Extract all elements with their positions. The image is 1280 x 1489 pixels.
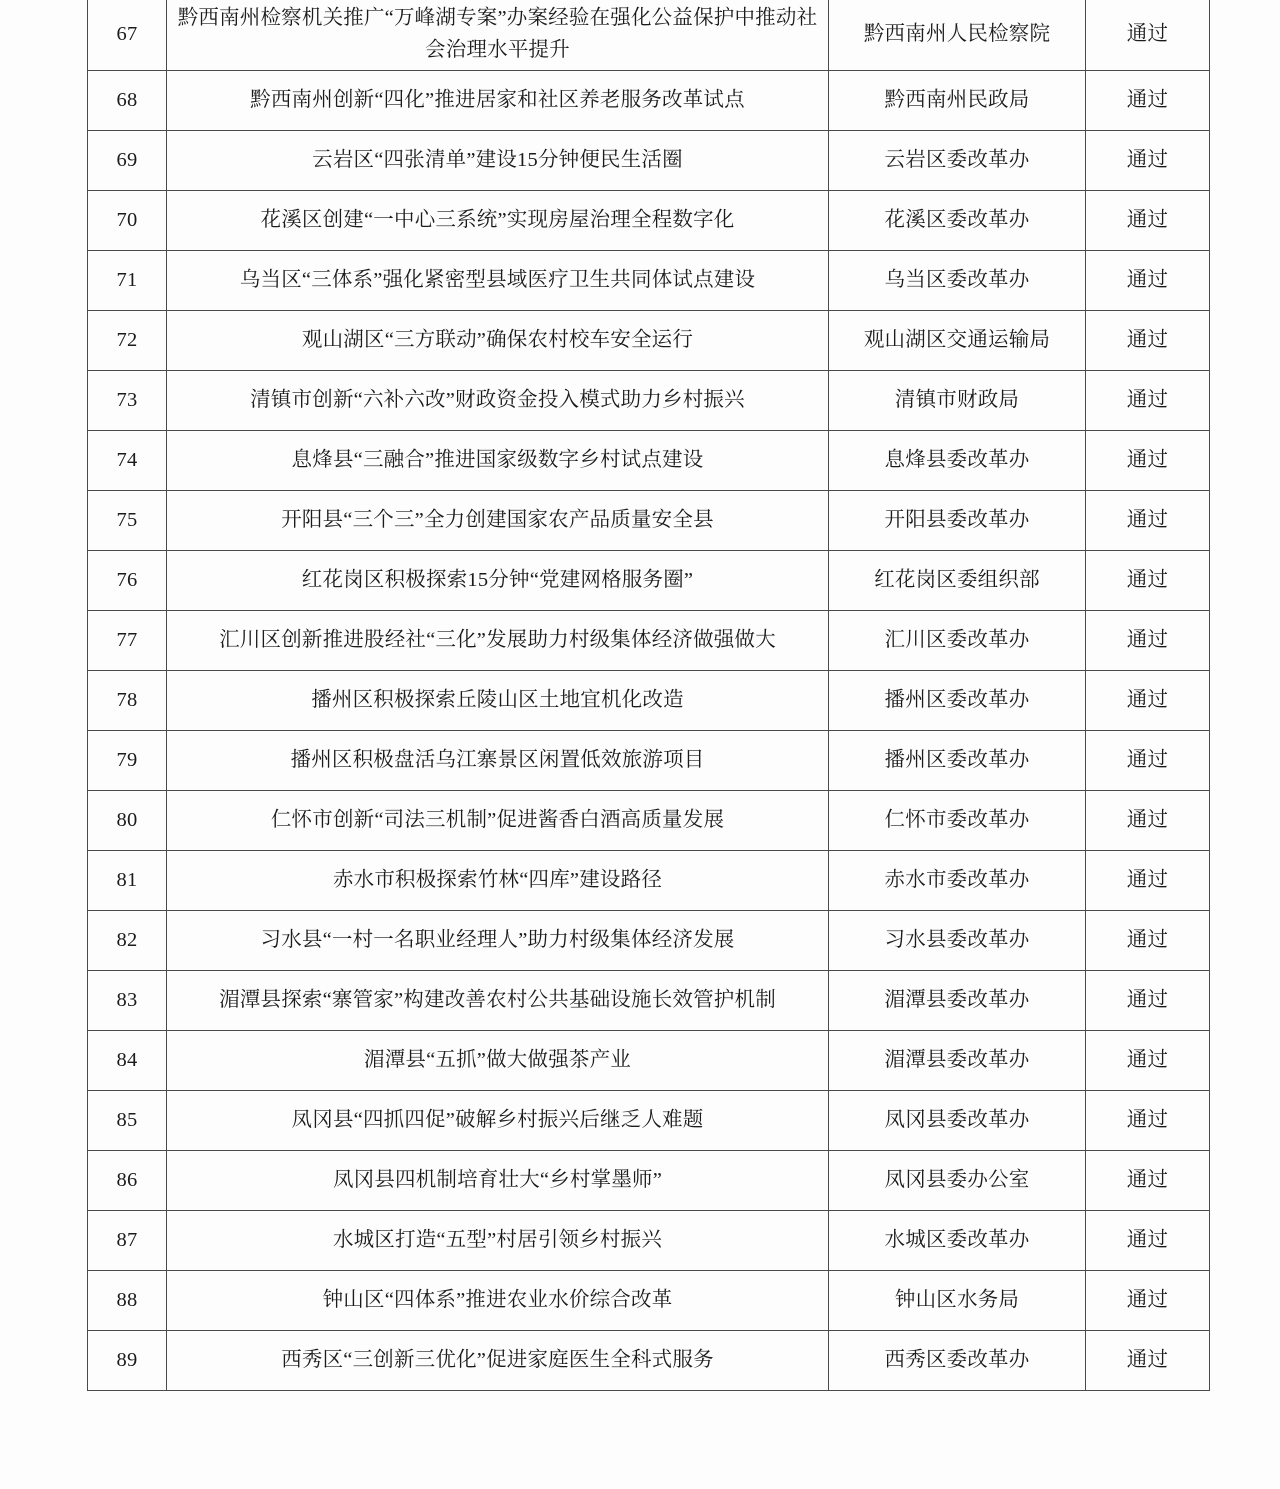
row-organization-cell: 湄潭县委改革办 bbox=[829, 1031, 1086, 1091]
table-row bbox=[88, 1091, 1210, 1151]
table-row bbox=[88, 1151, 1210, 1211]
row-title-cell: 息烽县“三融合”推进国家级数字乡村试点建设 bbox=[167, 431, 829, 491]
row-title-cell: 黔西南州检察机关推广“万峰湖专案”办案经验在强化公益保护中推动社会治理水平提升 bbox=[167, 0, 829, 71]
table-row bbox=[88, 611, 1210, 671]
row-index-cell: 71 bbox=[88, 251, 167, 311]
row-status-cell: 通过 bbox=[1086, 71, 1210, 131]
table-row bbox=[88, 1331, 1210, 1391]
table-container bbox=[87, 0, 1209, 1391]
row-title-cell: 仁怀市创新“司法三机制”促进酱香白酒高质量发展 bbox=[167, 791, 829, 851]
row-status-cell: 通过 bbox=[1086, 671, 1210, 731]
row-status-cell: 通过 bbox=[1086, 791, 1210, 851]
row-index-cell: 89 bbox=[88, 1331, 167, 1391]
row-organization-cell: 西秀区委改革办 bbox=[829, 1331, 1086, 1391]
table-row bbox=[88, 851, 1210, 911]
table-row bbox=[88, 731, 1210, 791]
table-row bbox=[88, 791, 1210, 851]
row-status-cell: 通过 bbox=[1086, 1271, 1210, 1331]
table-row bbox=[88, 0, 1210, 71]
row-status-cell: 通过 bbox=[1086, 1151, 1210, 1211]
table-row bbox=[88, 131, 1210, 191]
row-index-cell: 81 bbox=[88, 851, 167, 911]
row-title-cell: 播州区积极探索丘陵山区土地宜机化改造 bbox=[167, 671, 829, 731]
row-organization-cell: 凤冈县委改革办 bbox=[829, 1091, 1086, 1151]
table-row bbox=[88, 551, 1210, 611]
table-row bbox=[88, 431, 1210, 491]
row-title-cell: 花溪区创建“一中心三系统”实现房屋治理全程数字化 bbox=[167, 191, 829, 251]
table-row bbox=[88, 1271, 1210, 1331]
row-index-cell: 68 bbox=[88, 71, 167, 131]
row-status-cell: 通过 bbox=[1086, 0, 1210, 71]
row-status-cell: 通过 bbox=[1086, 191, 1210, 251]
row-organization-cell: 黔西南州民政局 bbox=[829, 71, 1086, 131]
row-organization-cell: 观山湖区交通运输局 bbox=[829, 311, 1086, 371]
row-index-cell: 86 bbox=[88, 1151, 167, 1211]
row-title-cell: 云岩区“四张清单”建设15分钟便民生活圈 bbox=[167, 131, 829, 191]
row-title-cell: 播州区积极盘活乌江寨景区闲置低效旅游项目 bbox=[167, 731, 829, 791]
row-title-cell: 黔西南州创新“四化”推进居家和社区养老服务改革试点 bbox=[167, 71, 829, 131]
row-title-cell: 西秀区“三创新三优化”促进家庭医生全科式服务 bbox=[167, 1331, 829, 1391]
row-status-cell: 通过 bbox=[1086, 971, 1210, 1031]
row-status-cell: 通过 bbox=[1086, 1211, 1210, 1271]
row-status-cell: 通过 bbox=[1086, 731, 1210, 791]
row-status-cell: 通过 bbox=[1086, 311, 1210, 371]
row-index-cell: 82 bbox=[88, 911, 167, 971]
row-title-cell: 红花岗区积极探索15分钟“党建网格服务圈” bbox=[167, 551, 829, 611]
row-organization-cell: 乌当区委改革办 bbox=[829, 251, 1086, 311]
row-index-cell: 76 bbox=[88, 551, 167, 611]
row-index-cell: 85 bbox=[88, 1091, 167, 1151]
table-row bbox=[88, 1031, 1210, 1091]
row-status-cell: 通过 bbox=[1086, 1031, 1210, 1091]
row-index-cell: 78 bbox=[88, 671, 167, 731]
row-status-cell: 通过 bbox=[1086, 251, 1210, 311]
row-organization-cell: 息烽县委改革办 bbox=[829, 431, 1086, 491]
row-index-cell: 80 bbox=[88, 791, 167, 851]
row-title-cell: 清镇市创新“六补六改”财政资金投入模式助力乡村振兴 bbox=[167, 371, 829, 431]
row-organization-cell: 播州区委改革办 bbox=[829, 731, 1086, 791]
row-title-cell: 乌当区“三体系”强化紧密型县域医疗卫生共同体试点建设 bbox=[167, 251, 829, 311]
table-body bbox=[88, 0, 1210, 1391]
row-organization-cell: 黔西南州人民检察院 bbox=[829, 0, 1086, 71]
row-title-cell: 水城区打造“五型”村居引领乡村振兴 bbox=[167, 1211, 829, 1271]
row-organization-cell: 仁怀市委改革办 bbox=[829, 791, 1086, 851]
row-organization-cell: 习水县委改革办 bbox=[829, 911, 1086, 971]
row-organization-cell: 红花岗区委组织部 bbox=[829, 551, 1086, 611]
row-title-cell: 湄潭县“五抓”做大做强茶产业 bbox=[167, 1031, 829, 1091]
row-title-cell: 凤冈县四机制培育壮大“乡村掌墨师” bbox=[167, 1151, 829, 1211]
row-status-cell: 通过 bbox=[1086, 851, 1210, 911]
row-index-cell: 70 bbox=[88, 191, 167, 251]
row-title-cell: 观山湖区“三方联动”确保农村校车安全运行 bbox=[167, 311, 829, 371]
row-title-cell: 习水县“一村一名职业经理人”助力村级集体经济发展 bbox=[167, 911, 829, 971]
row-organization-cell: 湄潭县委改革办 bbox=[829, 971, 1086, 1031]
row-index-cell: 88 bbox=[88, 1271, 167, 1331]
row-organization-cell: 凤冈县委办公室 bbox=[829, 1151, 1086, 1211]
row-status-cell: 通过 bbox=[1086, 491, 1210, 551]
table-row bbox=[88, 191, 1210, 251]
row-status-cell: 通过 bbox=[1086, 911, 1210, 971]
row-title-cell: 汇川区创新推进股经社“三化”发展助力村级集体经济做强做大 bbox=[167, 611, 829, 671]
row-organization-cell: 水城区委改革办 bbox=[829, 1211, 1086, 1271]
row-index-cell: 69 bbox=[88, 131, 167, 191]
row-status-cell: 通过 bbox=[1086, 551, 1210, 611]
row-organization-cell: 汇川区委改革办 bbox=[829, 611, 1086, 671]
row-index-cell: 83 bbox=[88, 971, 167, 1031]
row-index-cell: 87 bbox=[88, 1211, 167, 1271]
row-title-cell: 开阳县“三个三”全力创建国家农产品质量安全县 bbox=[167, 491, 829, 551]
table-row bbox=[88, 1211, 1210, 1271]
row-status-cell: 通过 bbox=[1086, 131, 1210, 191]
row-index-cell: 73 bbox=[88, 371, 167, 431]
table-row bbox=[88, 971, 1210, 1031]
table-row bbox=[88, 491, 1210, 551]
table-row bbox=[88, 311, 1210, 371]
row-organization-cell: 钟山区水务局 bbox=[829, 1271, 1086, 1331]
row-status-cell: 通过 bbox=[1086, 1091, 1210, 1151]
table-row bbox=[88, 371, 1210, 431]
row-status-cell: 通过 bbox=[1086, 431, 1210, 491]
row-index-cell: 67 bbox=[88, 0, 167, 71]
table-row bbox=[88, 251, 1210, 311]
row-organization-cell: 播州区委改革办 bbox=[829, 671, 1086, 731]
project-listing-table bbox=[87, 0, 1210, 1391]
row-index-cell: 79 bbox=[88, 731, 167, 791]
row-status-cell: 通过 bbox=[1086, 611, 1210, 671]
row-index-cell: 74 bbox=[88, 431, 167, 491]
row-organization-cell: 云岩区委改革办 bbox=[829, 131, 1086, 191]
row-status-cell: 通过 bbox=[1086, 1331, 1210, 1391]
row-index-cell: 77 bbox=[88, 611, 167, 671]
row-title-cell: 钟山区“四体系”推进农业水价综合改革 bbox=[167, 1271, 829, 1331]
row-organization-cell: 赤水市委改革办 bbox=[829, 851, 1086, 911]
row-organization-cell: 花溪区委改革办 bbox=[829, 191, 1086, 251]
row-organization-cell: 开阳县委改革办 bbox=[829, 491, 1086, 551]
row-status-cell: 通过 bbox=[1086, 371, 1210, 431]
row-title-cell: 湄潭县探索“寨管家”构建改善农村公共基础设施长效管护机制 bbox=[167, 971, 829, 1031]
table-row bbox=[88, 671, 1210, 731]
row-organization-cell: 清镇市财政局 bbox=[829, 371, 1086, 431]
row-index-cell: 72 bbox=[88, 311, 167, 371]
table-row bbox=[88, 911, 1210, 971]
row-index-cell: 75 bbox=[88, 491, 167, 551]
row-title-cell: 赤水市积极探索竹林“四库”建设路径 bbox=[167, 851, 829, 911]
row-title-cell: 凤冈县“四抓四促”破解乡村振兴后继乏人难题 bbox=[167, 1091, 829, 1151]
table-row bbox=[88, 71, 1210, 131]
row-index-cell: 84 bbox=[88, 1031, 167, 1091]
